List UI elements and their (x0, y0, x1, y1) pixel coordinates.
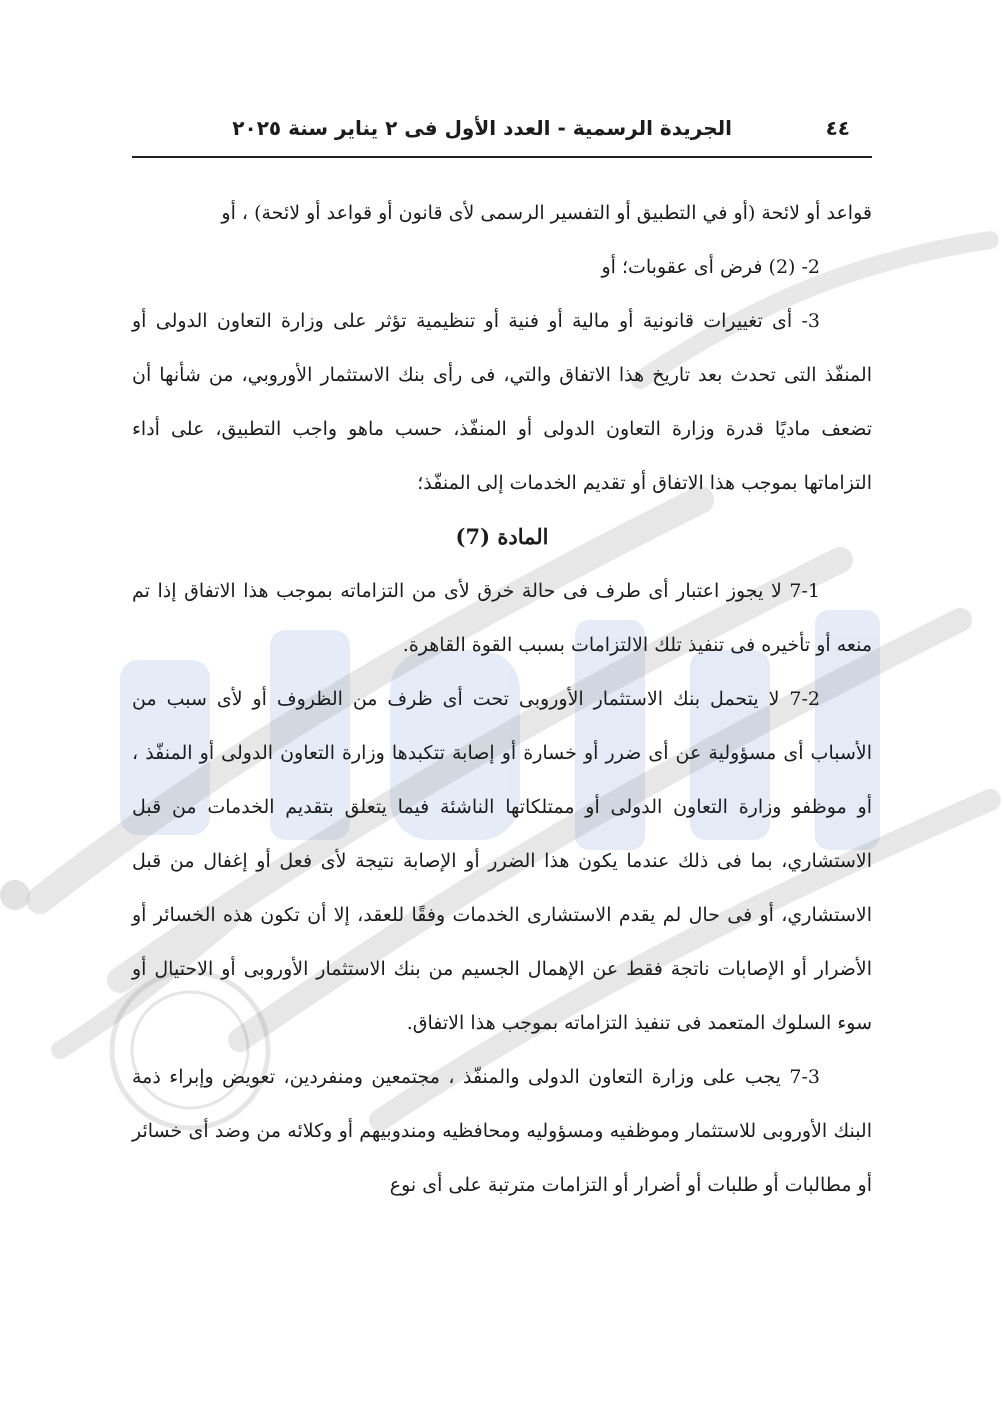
gazette-title: الجريدة الرسمية - العدد الأول فى ٢ يناير سنة ٢٠٢٥ (232, 116, 732, 140)
page-header (132, 112, 872, 150)
list-item-2: 2- (2) فرض أى عقوبات؛ أو (601, 256, 820, 278)
list-item-3: 3- أى تغييرات قانونية أو مالية أو فنية أو تنظيمية تؤثر على وزارة التعاون الدولى أو المنفّذ التى تحدث بعد تاريخ هذا الاتفاق والتي، فى رأى بنك الاستثمار الأوروبي، من شأنها أن تضعف ماديًا قدرة وزارة التعاون الدولى أو المنفّذ، حسب ماهو واجب التطبيق، على أداء التزاماتها بموجب هذا الاتفاق أو تقديم الخدمات إلى المنفّذ؛ (132, 310, 872, 494)
header-divider (132, 156, 872, 158)
clause-7-3: 7-3 يجب على وزارة التعاون الدولى والمنفّذ ، مجتمعين ومنفردين، تعويض وإبراء ذمة البنك الأوروبى للاستثمار وموظفيه ومسؤوليه ومحافظيه ومندوبيهم أو وكلائه من وضد أى خسائر أو مطالبات أو طلبات أو أضرار أو التزامات مترتبة على أى نوع (132, 1066, 872, 1196)
article-heading: المادة (7) (455, 524, 549, 549)
intro-continuation: قواعد أو لائحة (أو في التطبيق أو التفسير الرسمى لأى قانون أو قواعد أو لائحة) ، أو (221, 202, 872, 224)
clause-7-2: 7-2 لا يتحمل بنك الاستثمار الأوروبى تحت أى ظرف من الظروف أو لأى سبب من الأسباب أى مسؤولية عن أى ضرر أو خسارة أو إصابة تتكبدها وزارة التعاون الدولى أو المنفّذ ، أو موظفو وزارة التعاون الدولى أو ممتلكاتها الناشئة فيما يتعلق بتقديم الخدمات من قبل الاستشاري، بما فى ذلك عندما يكون هذا الضرر أو الإصابة نتيجة لأى فعل أو إغفال من قبل الاستشاري، أو فى حال لم يقدم الاستشارى الخدمات وفقًا للعقد، إلا أن تكون هذه الخسائر أو الأضرار أو الإصابات ناتجة فقط عن الإهمال الجسيم من بنك الاستثمار الأوروبى أو الاحتيال أو سوء السلوك المتعمد فى تنفيذ التزاماته بموجب هذا الاتفاق. (132, 688, 872, 1034)
clause-7-1: 7-1 لا يجوز اعتبار أى طرف فى حالة خرق لأى من التزاماته بموجب هذا الاتفاق إذا تم منعه أو تأخيره فى تنفيذ تلك الالتزامات بسبب القوة القاهرة. (132, 580, 872, 656)
document-body (132, 186, 872, 1212)
page-number: ٤٤ (825, 116, 850, 140)
